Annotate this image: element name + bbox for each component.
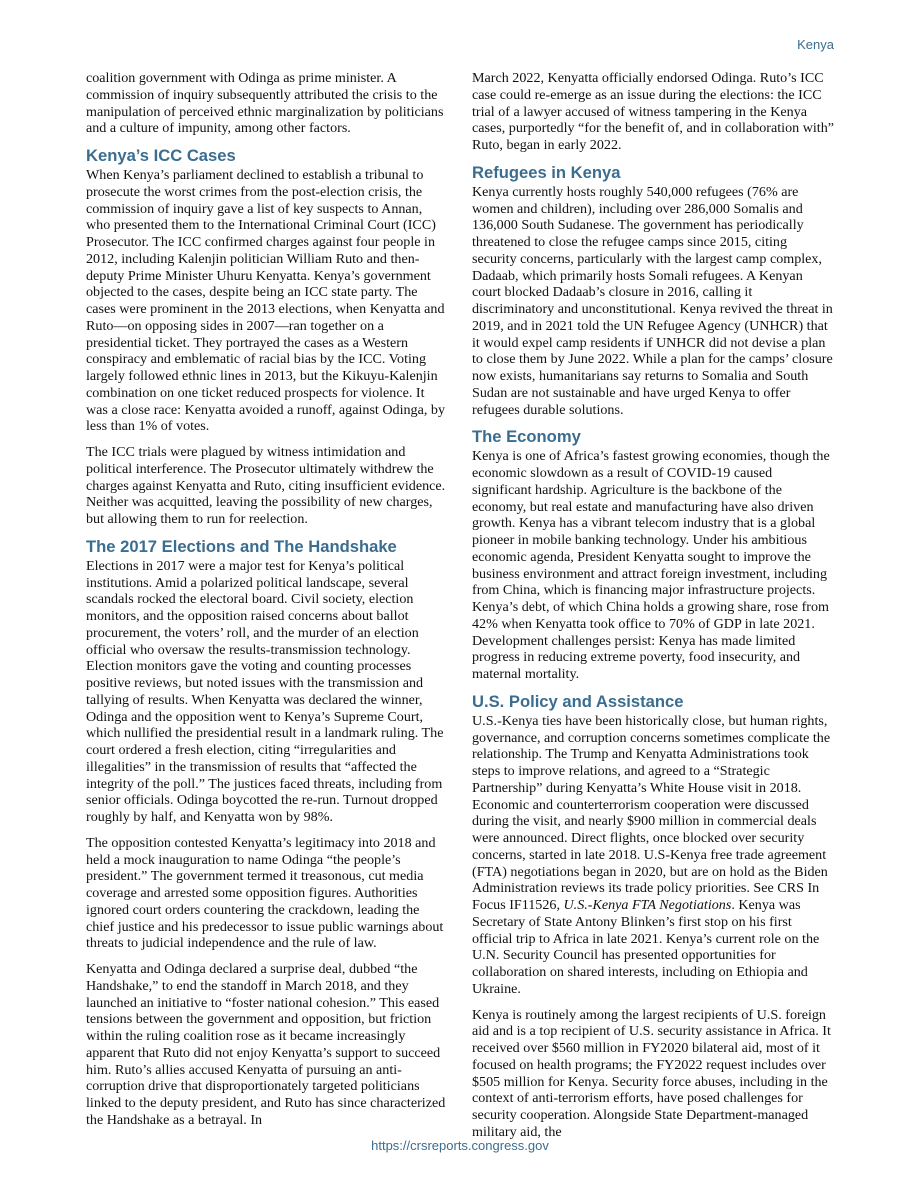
running-header: Kenya [797,37,834,52]
paragraph-2017-b: The opposition contested Kenyatta’s legitimacy into 2018 and held a mock inauguration to name Odinga “the people’s president.” The government termed it treasonous, cut media coverage and arrested some opposition figures. Authorities ignored court orders countering the crackdown, leading the chief justice and his predecessor to issue public warnings about threats to judicial independence and the rule of law. [86,834,444,952]
heading-us-policy: U.S. Policy and Assistance [472,691,684,711]
heading-refugees: Refugees in Kenya [472,162,621,182]
paragraph-us-policy [472,713,834,998]
paragraph-2017-a: Elections in 2017 were a major test for Kenya’s political institutions. Amid a polarized political landscape, several scandals rocked the electoral board. Civil society, election monitors, and the opposition raised concerns about ballot procurement, the voters’ roll, and the murder of an election official who oversaw the results-transmission technology. Election monitors gave the voting and counting processes positive reviews, but noted issues with the transmission and tallying of results. When Kenyatta was declared the winner, Odinga and the opposition went to Kenya’s Supreme Court, which nullified the presidential result in a landmark ruling. The court ordered a fresh election, citing “irregularities and illegalities” in the transmission of results that “affected the integrity of the poll.” The justices faced threats, including from senior officials. Odinga boycotted the re-run. Turnout dropped roughly by half, and Kenyatta won by 98%. [86,557,444,825]
paragraph-aid: Kenya is routinely among the largest recipients of U.S. foreign aid and is a top recipient of U.S. security assistance in Africa. It received over $560 million in FY2020 bilateral aid, most of it focused on health programs; the FY2022 request includes over $505 million for Kenya. Security force abuses, including in the context of anti-terrorism efforts, have posed challenges for security cooperation. Alongside State Department-managed military aid, the [472,1006,831,1140]
policy-text-a: U.S.-Kenya ties have been historically close, but human rights, governance, and corruption concerns sometimes complicate the relationship. The Trump and Kenyatta Administrations took steps to improve relations, and agreed to a “Strategic Partnership” during Kenyatta’s White House visit in 2018. Economic and counterterrorism cooperation were discussed during the visit, and nearly $900 million in commercial deals were announced. Direct flights, once blocked over security concerns, started in late 2018. U.S-Kenya free trade agreement (FTA) negotiations began in 2020, but are on hold as the Biden Administration reviews its trade policy priorities. See CRS In Focus IF11526, [472,712,831,913]
heading-icc-cases: Kenya’s ICC Cases [86,146,236,165]
paragraph-icc-1: When Kenya’s parliament declined to establish a tribunal to prosecute the worst crimes from the post-election crisis, the commission of inquiry gave a list of key suspects to Annan, who presented them to the International Criminal Court (ICC) Prosecutor. The ICC confirmed charges against four people in 2012, including Kalenjin politician William Ruto and then-deputy Prime Minister Uhuru Kenyatta. Kenya’s government objected to the cases, despite being an ICC state party. The cases were prominent in the 2013 elections, when Kenyatta and Ruto—on opposing sides in 2007—ran together on a presidential ticket. They portrayed the cases as a Western conspiracy and emblematic of racial bias by the ICC. Voting largely followed ethnic lines in 2013, but the Kikuyu-Kalenjin combination on one ticket reduced prospects for violence. It was a close race: Kenyatta avoided a runoff, against Odinga, by less than 1% of votes. [86,167,445,435]
heading-2017-elections: The 2017 Elections and The Handshake [86,536,397,556]
paragraph-economy: Kenya is one of Africa’s fastest growing economies, though the economic slowdown as a result of COVID-19 caused significant hardship. Agriculture is the backbone of the economy, but real estate and manufacturing have also driven growth. Kenya has a vibrant telecom industry that is a global pioneer in mobile banking technology. Under his ambitious economic agenda, President Kenyatta sought to improve the business environment and attract foreign investment, including from China, which is financing major infrastructure projects. Kenya’s debt, of which China holds a growing share, rose from 42% when Kenyatta took office to 70% of GDP in late 2021. Development challenges persist: Kenya has made limited progress in reducing extreme poverty, food insecurity, and maternal mortality. [472,448,830,682]
footer-url-link[interactable]: https://crsreports.congress.gov [371,1138,549,1153]
policy-report-title: U.S.-Kenya FTA Negotiations [563,897,732,913]
paragraph-refugees: Kenya currently hosts roughly 540,000 refugees (76% are women and children), including over 286,000 Somalis and 136,000 South Sudanese. The government has periodically threatened to close the refugee camps since 2015, citing security concerns, particularly with the largest camp complex, Dadaab, which primarily hosts Somali refugees. A Kenyan court blocked Dadaab’s closure in 2016, calling it discriminatory and unconstitutional. Kenya revived the threat in 2019, and in 2021 told the UN Refugee Agency (UNHCR) that it would expel camp residents if UNHCR did not devise a plan to close them by June 2022. While a plan for the camps’ closure now exists, humanitarians say returns to Somalia and South Sudan are not sustainable and have urged Kenya to offer refugees durable solutions. [472,183,833,418]
left-column [86,70,448,1138]
paragraph-continuation-right: March 2022, Kenyatta officially endorsed Odinga. Ruto’s ICC case could re-emerge as an issue during the elections: the ICC trial of a lawyer accused of witness tampering in the Kenya cases, purportedly “for the benefit of, and in collaboration with” Ruto, began in early 2022. [472,70,835,153]
right-column [472,70,834,1150]
paragraph-icc-2: The ICC trials were plagued by witness intimidation and political interference. The Prosecutor ultimately withdrew the charges against Kenyatta and Ruto, citing insufficient evidence. Neither was acquitted, leaving the possibility of new charges, but allowing them to run for reelection. [86,444,446,527]
policy-text-b: . Kenya was Secretary of State Antony Blinken’s first stop on his first official trip to Africa in late 2021. Kenya’s current role on the U.N. Security Council has presented opportunities for collaboration on shared interests, including on Ethiopia and Ukraine. [472,897,820,997]
heading-economy: The Economy [472,427,581,447]
paragraph-continuation: coalition government with Odinga as prime minister. A commission of inquiry subsequently attributed the crisis to the manipulation of perceived ethnic marginalization by politicians and a culture of impunity, among other factors. [86,70,444,137]
paragraph-2017-c: Kenyatta and Odinga declared a surprise deal, dubbed “the Handshake,” to end the standoff in March 2018, and they launched an initiative to “foster national cohesion.” This eased tensions between the government and opposition, but friction within the ruling coalition rose as it became increasingly apparent that Ruto did not enjoy Kenyatta’s support to succeed him. Ruto’s allies accused Kenyatta of pursuing an anti-corruption drive that disproportionately targeted politicians linked to the deputy president, and Ruto has since characterized the Handshake as a betrayal. In [86,961,446,1128]
